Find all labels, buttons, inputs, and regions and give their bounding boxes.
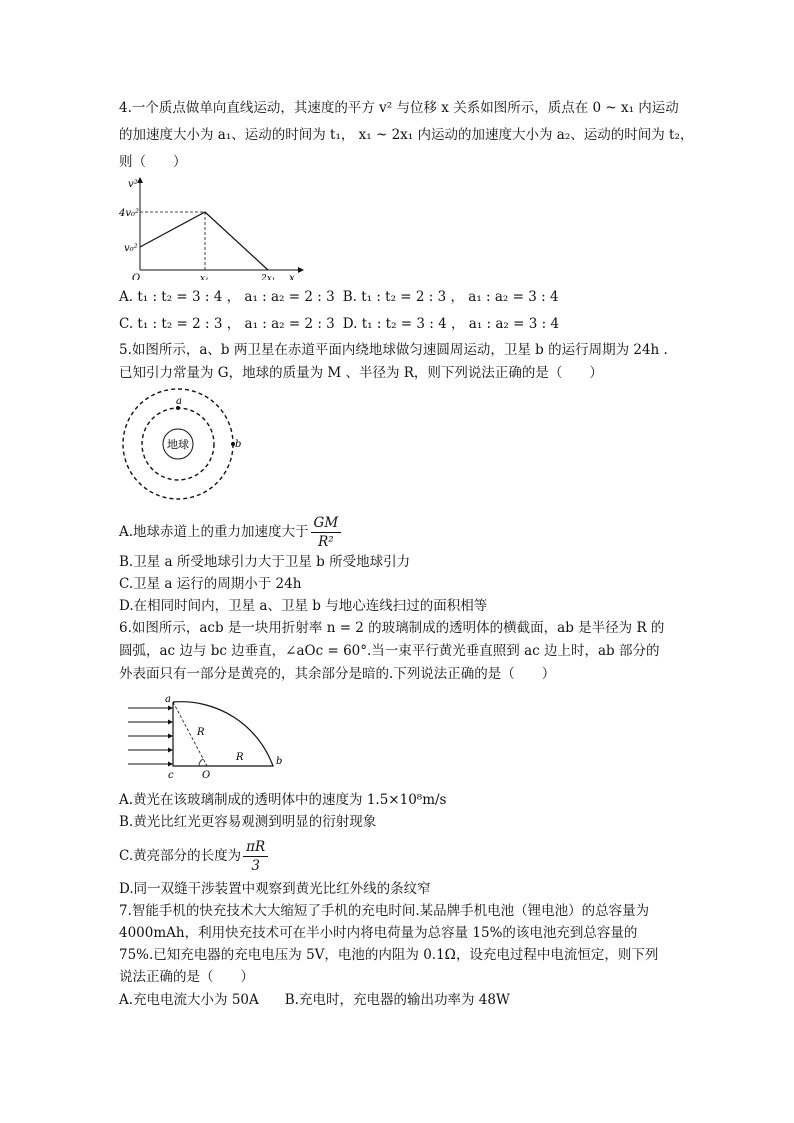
q5-option-d: D.在相同时间内，卫星 a、卫星 b 与地心连线扫过的面积相等 xyxy=(119,598,488,614)
q6-label-a: a xyxy=(165,694,171,705)
q5-option-a-fraction xyxy=(311,514,342,551)
q6-incident-rays xyxy=(128,708,168,764)
q5-option-b: B.卫星 a 所受地球引力大于卫星 b 所受地球引力 xyxy=(119,554,411,570)
q7-stem-line-3: 75%.已知充电器的充电电压为 5V，电池的内阻为 0.1Ω，设充电过程中电流恒定，则下列 xyxy=(119,947,659,963)
q5-satellite-a-label: a xyxy=(176,396,182,407)
q5-option-a-denominator: R² xyxy=(318,534,334,550)
q6-angle-arc xyxy=(199,759,203,766)
q5-option-c: C.卫星 a 运行的周期小于 24h xyxy=(119,576,302,592)
q6-option-c xyxy=(119,836,268,876)
q4-option-a: A. t₁ : t₂ = 3 : 4 ， a₁ : a₂ = 2 : 3 xyxy=(119,289,335,305)
q6-glass-figure xyxy=(118,690,298,785)
q6-label-O: O xyxy=(202,770,211,781)
q4-x-tick-x1: x₁ xyxy=(200,274,209,280)
q4-stem-line-1: 4.一个质点做单向直线运动，其速度的平方 v² 与位移 x 关系如图所示，质点在 0 ~ x₁ 内运动 xyxy=(119,100,679,116)
q6-stem-line-2: 圆弧，ac 边与 bc 边垂直，∠aOc = 60°.当一束平行黄光垂直照到 ac 边上时，ab 部分的 xyxy=(119,643,660,659)
q4-stem-line-2: 的加速度大小为 a₁、运动的时间为 t₁， x₁ ~ 2x₁ 内运动的加速度大小为 a₂、运动的时间为 t₂， xyxy=(119,127,694,143)
q5-option-a-numerator: GM xyxy=(311,514,342,533)
q7-options-row xyxy=(119,990,510,1010)
q6-stem-line-1: 6.如图所示，acb 是一块用折射率 n = 2 的玻璃制成的透明体的横截面，ab 是半径为 R 的 xyxy=(119,620,665,636)
q4-y-tick-v0: v₀² xyxy=(124,243,138,254)
q4-stem-line-3: 则（ ） xyxy=(119,154,187,170)
q4-option-c: C. t₁ : t₂ = 2 : 3 ， a₁ : a₂ = 2 : 3 xyxy=(119,316,335,332)
q4-options-row-1 xyxy=(119,287,559,307)
q4-x-axis-label: x xyxy=(289,273,295,280)
q4-origin-label: O xyxy=(132,273,141,280)
q6-option-c-text: C.黄亮部分的长度为 xyxy=(119,848,242,864)
q7-stem-line-4: 说法正确的是（ ） xyxy=(119,969,254,985)
q4-graph-figure xyxy=(118,175,318,280)
q6-stem-line-3: 外表面只有一部分是黄亮的，其余部分是暗的.下列说法正确的是（ ） xyxy=(119,666,556,682)
q6-label-R-base: R xyxy=(236,752,244,763)
q5-satellite-b-label: b xyxy=(235,439,242,450)
q5-option-a-text: A.地球赤道上的重力加速度大于 xyxy=(119,524,309,540)
q6-label-R-slant: R xyxy=(197,727,205,738)
q4-y-tick-4v0: 4v₀² xyxy=(119,208,140,219)
q6-option-c-numerator: πR xyxy=(243,838,268,857)
q7-option-a: A.充电电流大小为 50A xyxy=(119,992,259,1008)
arrow-up-icon xyxy=(137,177,143,183)
q6-option-d: D.同一双缝干涉装置中观察到黄光比红外线的条纹窄 xyxy=(119,881,431,897)
q7-stem-line-1: 7.智能手机的快充技术大大缩短了手机的充电时间.某品牌手机电池（锂电池）的总容量为 xyxy=(119,903,650,919)
q4-y-axis-label: v² xyxy=(128,179,138,190)
q5-earth-label: 地球 xyxy=(167,438,189,451)
q5-stem-line-1: 5.如图所示，a、b 两卫星在赤道平面内绕地球做匀速圆周运动，卫星 b 的运行周期为 24h . xyxy=(119,342,668,358)
q7-option-b: B.充电时，充电器的输出功率为 48W xyxy=(284,992,510,1008)
arrow-right-icon xyxy=(298,267,304,273)
q4-option-d: D. t₁ : t₂ = 3 : 4 ， a₁ : a₂ = 3 : 4 xyxy=(342,316,560,332)
q4-v2-x-line xyxy=(140,212,268,270)
q4-options-row-2 xyxy=(119,314,559,334)
q6-glass-outline xyxy=(173,702,273,766)
q6-option-a: A.黄光在该玻璃制成的透明体中的速度为 1.5×10⁸m/s xyxy=(119,792,447,808)
q6-option-b: B.黄光比红光更容易观测到明显的衍射现象 xyxy=(119,814,377,830)
q5-option-a xyxy=(119,512,341,552)
q6-label-b: b xyxy=(276,756,283,767)
q6-option-c-fraction xyxy=(243,838,268,875)
q6-label-c: c xyxy=(168,770,174,781)
q5-orbit-figure xyxy=(118,385,243,507)
arrow-right-icon xyxy=(168,706,173,767)
q4-option-b: B. t₁ : t₂ = 2 : 3 ， a₁ : a₂ = 3 : 4 xyxy=(342,289,559,305)
q6-option-c-denominator: 3 xyxy=(251,858,260,874)
q7-stem-line-2: 4000mAh，利用快充技术可在半小时内将电荷量为总容量 15%的该电池充到总容量的 xyxy=(119,925,638,941)
q5-stem-line-2: 已知引力常量为 G，地球的质量为 M 、半径为 R，则下列说法正确的是（ ） xyxy=(119,365,603,381)
q4-x-tick-2x1: 2x₁ xyxy=(261,274,276,280)
